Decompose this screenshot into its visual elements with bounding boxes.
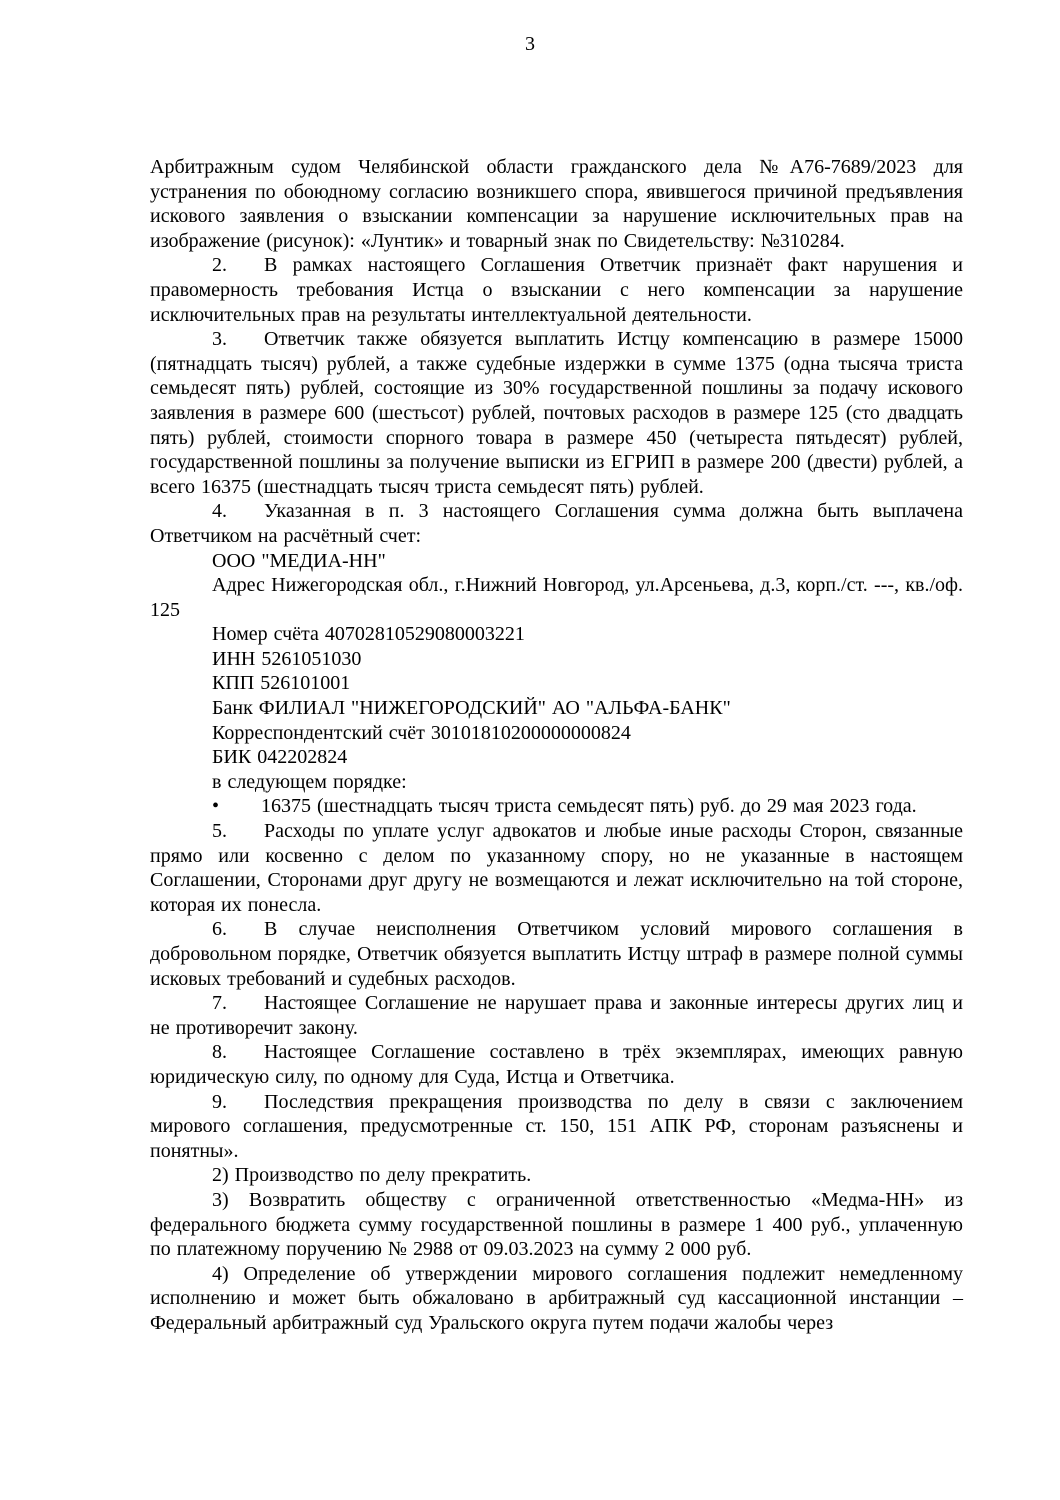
account-number: Номер счёта 40702810529080003221 — [212, 623, 525, 646]
paragraph-9 — [150, 1090, 963, 1164]
bullet-icon: • — [212, 795, 220, 818]
kpp-number: КПП 526101001 — [212, 672, 351, 695]
paragraph-7-number: 7. — [212, 992, 227, 1015]
bik-number: БИК 042202824 — [212, 746, 348, 769]
paragraph-3-text: Ответчик также обязуется выплатить Истцу компенсацию в размере 15000 (пятнадцать тысяч) рублей, а также судебные издержки в сумме 1375 (одна тысяча триста семьдесят пять) рублей, состоящие из 30% государственной пошлины за подачу искового заявления в размере 600 (шестьсот) рублей, почтовых расходов в размере 125 (сто двадцать пять) рублей, стоимости спорного товара в размере 450 (четыреста пятьдесят) рублей, государственной пошлины за получение выписки из ЕГРИП в размере 200 (двести) рублей, а всего 16375 (шестнадцать тысяч триста семьдесят пять) рублей. — [150, 328, 963, 498]
paragraph-2-text: В рамках настоящего Соглашения Ответчик признаёт факт нарушения и правомерность требования Истца о взыскании с него компенсации за нарушение исключительных прав на результаты интеллектуальной деятельности. — [150, 254, 963, 326]
document-body — [150, 155, 963, 1336]
ruling-item-2: 2) Производство по делу прекратить. — [212, 1164, 532, 1187]
paragraph-6-text: В случае неисполнения Ответчиком условий мирового соглашения в добровольном порядке, Ответчик обязуется выплатить Истцу штраф в размере полной суммы исковых требований и судебных расходов. — [150, 918, 963, 990]
payment-bullet-item — [150, 794, 963, 819]
paragraph-7-text: Настоящее Соглашение не нарушает права и законные интересы других лиц и не противоречит закону. — [150, 992, 963, 1039]
ruling-item-4: 4) Определение об утверждении мирового соглашения подлежит немедленному исполнению и может быть обжаловано в арбитражный суд кассационной инстанции – Федеральный арбитражный суд Уральского округа путем подачи жалобы через — [150, 1262, 963, 1334]
page-number: 3 — [525, 33, 535, 55]
bank-name: Банк ФИЛИАЛ "НИЖЕГОРОДСКИЙ" АО "АЛЬФА-БАНК" — [212, 697, 731, 720]
paragraph-continuation: Арбитражным судом Челябинской области гражданского дела №А76-7689/2023 для устранения по обоюдному согласию возникшего спора, явившегося причиной предъявления искового заявления о взыскании компенсации за нарушение исключительных прав на изображение (рисунок): «Лунтик» и товарный знак по Свидетельству: №310284. — [150, 156, 963, 252]
paragraph-6-number: 6. — [212, 918, 227, 941]
paragraph-9-text: Последствия прекращения производства по делу в связи с заключением мирового соглашения, предусмотренные ст. 150, 151 АПК РФ, сторонам разъяснены и понятны». — [150, 1090, 963, 1162]
paragraph-8-number: 8. — [212, 1041, 227, 1064]
paragraph-4 — [150, 499, 963, 548]
paragraph-8-text: Настоящее Соглашение составлено в трёх экземплярах, имеющих равную юридическую силу, по одному для Суда, Истца и Ответчика. — [150, 1041, 963, 1088]
paragraph-5-text: Расходы по уплате услуг адвокатов и любые иные расходы Сторон, связанные прямо или косвенно с делом по указанному спору, но не указанные в настоящем Соглашении, Сторонами друг другу не возмещаются и лежат исключительно на той стороне, которая их понесла. — [150, 820, 963, 916]
correspondent-account: Корреспондентский счёт 30101810200000000824 — [212, 721, 631, 744]
ruling-item-3: 3) Возвратить обществу с ограниченной ответственностью «Медма-НН» из федерального бюджета сумму государственной пошлины в размере 1 400 руб., уплаченную по платежному поручению № 2988 от 09.03.2023 на сумму 2 000 руб. — [150, 1188, 963, 1261]
paragraph-4-number: 4. — [212, 500, 227, 523]
payee-address: Адрес Нижегородская обл., г.Нижний Новгород, ул.Арсеньева, д.3, корп./ст. ---, кв./оф. 125 — [150, 574, 963, 621]
paragraph-5-number: 5. — [212, 820, 227, 843]
paragraph-4-text: Указанная в п. 3 настоящего Соглашения сумма должна быть выплачена Ответчиком на расчётный счет: — [150, 500, 963, 547]
paragraph-3 — [150, 327, 963, 499]
payment-bullet-text: 16375 (шестнадцать тысяч триста семьдесят пять) руб. до 29 мая 2023 года. — [261, 795, 917, 818]
paragraph-2-number: 2. — [212, 254, 227, 277]
paragraph-9-number: 9. — [212, 1090, 227, 1113]
paragraph-6 — [150, 917, 963, 991]
paragraph-5 — [150, 819, 963, 917]
paragraph-7 — [150, 991, 963, 1040]
paragraph-2 — [150, 253, 963, 327]
paragraph-8 — [150, 1040, 963, 1089]
inn-number: ИНН 5261051030 — [212, 647, 362, 670]
paragraph-3-number: 3. — [212, 328, 227, 351]
payment-order-intro: в следующем порядке: — [212, 770, 407, 793]
payee-name: ООО "МЕДИА-НН" — [212, 549, 386, 572]
